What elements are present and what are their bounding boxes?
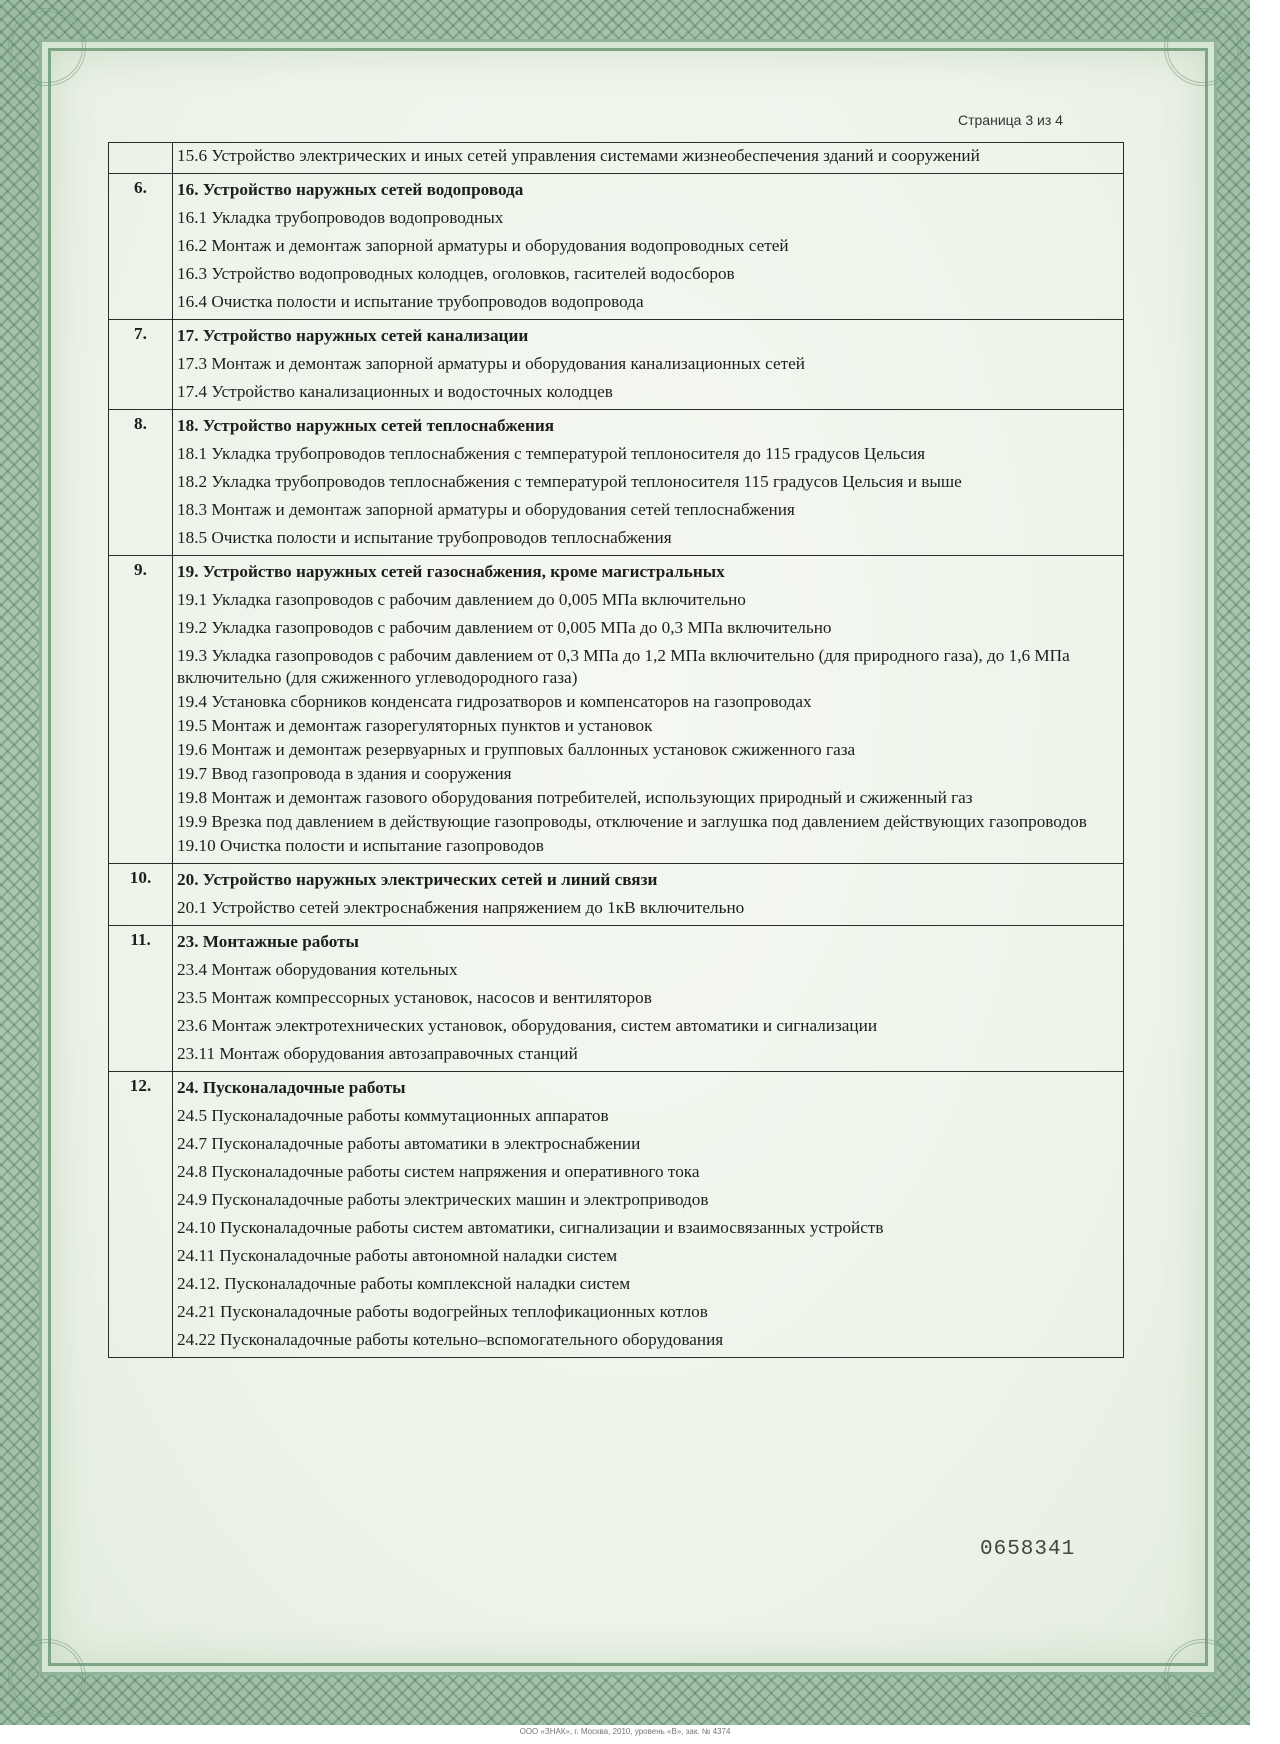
row-number (109, 143, 173, 174)
row-content (173, 410, 1124, 556)
row-content (173, 864, 1124, 926)
work-item: 16.4 Очистка полости и испытание трубопроводов водопровода (177, 292, 644, 311)
row-content (173, 556, 1124, 864)
work-item: 24.12. Пусконаладочные работы комплексной наладки систем (177, 1274, 631, 1293)
ornament-corner-bottom-right (1164, 1639, 1242, 1717)
row-content (173, 174, 1124, 320)
section-heading: 24. Пусконаладочные работы (177, 1078, 406, 1097)
work-item: 24.22 Пусконаладочные работы котельно–вспомогательного оборудования (177, 1330, 724, 1349)
work-item: 19.1 Укладка газопроводов с рабочим давлением до 0,005 МПа включительно (177, 590, 746, 609)
work-item: 19.7 Ввод газопровода в здания и сооружения (177, 764, 512, 783)
work-item: 23.4 Монтаж оборудования котельных (177, 960, 458, 979)
row-number: 12. (109, 1072, 173, 1358)
work-item: 17.3 Монтаж и демонтаж запорной арматуры и оборудования канализационных сетей (177, 354, 805, 373)
row-number: 11. (109, 926, 173, 1072)
section-heading: 23. Монтажные работы (177, 932, 359, 951)
work-item: 23.11 Монтаж оборудования автозаправочных станций (177, 1044, 578, 1063)
work-item: 16.1 Укладка трубопроводов водопроводных (177, 208, 504, 227)
work-item: 20.1 Устройство сетей электроснабжения напряжением до 1кВ включительно (177, 898, 745, 917)
table-row (109, 556, 1124, 864)
work-item: 19.8 Монтаж и демонтаж газового оборудования потребителей, использующих природный и сжиженный газ (177, 788, 973, 807)
row-number: 9. (109, 556, 173, 864)
work-item: 16.2 Монтаж и демонтаж запорной арматуры и оборудования водопроводных сетей (177, 236, 789, 255)
work-item: 19.4 Установка сборников конденсата гидрозатворов и компенсаторов на газопроводах (177, 692, 812, 711)
table-row (109, 143, 1124, 174)
work-item: 19.5 Монтаж и демонтаж газорегуляторных пунктов и установок (177, 716, 653, 735)
work-item: 24.5 Пусконаладочные работы коммутационных аппаратов (177, 1106, 609, 1125)
table-row (109, 926, 1124, 1072)
table-row (109, 320, 1124, 410)
work-item: 18.1 Укладка трубопроводов теплоснабжения с температурой теплоносителя до 115 градусов Цельсия (177, 444, 926, 463)
work-item: 24.7 Пусконаладочные работы автоматики в электроснабжении (177, 1134, 641, 1153)
section-heading: 17. Устройство наружных сетей канализации (177, 326, 529, 345)
serial-number: 0658341 (980, 1538, 1076, 1561)
work-item: 19.10 Очистка полости и испытание газопроводов (177, 836, 544, 855)
work-item: 18.5 Очистка полости и испытание трубопроводов теплоснабжения (177, 528, 672, 547)
section-heading: 19. Устройство наружных сетей газоснабжения, кроме магистральных (177, 562, 725, 581)
row-content (173, 320, 1124, 410)
printer-footer: ООО «ЗНАК», г. Москва, 2010, уровень «В», зак. № 4374 (519, 1727, 731, 1736)
row-number: 7. (109, 320, 173, 410)
table-row (109, 410, 1124, 556)
work-item: 19.9 Врезка под давлением в действующие газопроводы, отключение и заглушка под давлением действующих газопроводов (177, 812, 1087, 831)
permit-works-table (108, 142, 1124, 1358)
table-row (109, 1072, 1124, 1358)
table-row (109, 174, 1124, 320)
work-item: 24.8 Пусконаладочные работы систем напряжения и оперативного тока (177, 1162, 700, 1181)
ornament-corner-top-left (8, 8, 86, 86)
work-item: 16.3 Устройство водопроводных колодцев, оголовков, гасителей водосборов (177, 264, 735, 283)
row-content (173, 143, 1124, 174)
table-row (109, 864, 1124, 926)
work-item: 18.3 Монтаж и демонтаж запорной арматуры и оборудования сетей теплоснабжения (177, 500, 795, 519)
row-number: 10. (109, 864, 173, 926)
ornament-corner-top-right (1164, 8, 1242, 86)
work-item: 23.5 Монтаж компрессорных установок, насосов и вентиляторов (177, 988, 652, 1007)
row-number: 8. (109, 410, 173, 556)
row-content (173, 1072, 1124, 1358)
work-item: 17.4 Устройство канализационных и водосточных колодцев (177, 382, 613, 401)
work-item: 19.6 Монтаж и демонтаж резервуарных и групповых баллонных установок сжиженного газа (177, 740, 856, 759)
work-item: 15.6 Устройство электрических и иных сетей управления системами жизнеобеспечения зданий и сооружений (177, 146, 980, 165)
section-heading: 18. Устройство наружных сетей теплоснабжения (177, 416, 555, 435)
page-indicator: Страница 3 из 4 (958, 112, 1063, 128)
work-item: 24.10 Пусконаладочные работы систем автоматики, сигнализации и взаимосвязанных устройств (177, 1218, 884, 1237)
row-content (173, 926, 1124, 1072)
work-item: 23.6 Монтаж электротехнических установок, оборудования, систем автоматики и сигнализации (177, 1016, 878, 1035)
ornament-corner-bottom-left (8, 1639, 86, 1717)
work-item: 19.2 Укладка газопроводов с рабочим давлением от 0,005 МПа до 0,3 МПа включительно (177, 618, 832, 637)
work-item: 24.21 Пусконаладочные работы водогрейных теплофикационных котлов (177, 1302, 708, 1321)
row-number: 6. (109, 174, 173, 320)
work-item: 19.3 Укладка газопроводов с рабочим давлением от 0,3 МПа до 1,2 МПа включительно (для природного газа), до 1,6 МПа включительно (для сжиженного углеводородного газа) (177, 646, 1070, 687)
work-item: 24.11 Пусконаладочные работы автономной наладки систем (177, 1246, 618, 1265)
section-heading: 20. Устройство наружных электрических сетей и линий связи (177, 870, 658, 889)
work-item: 18.2 Укладка трубопроводов теплоснабжения с температурой теплоносителя 115 градусов Цельсия и выше (177, 472, 962, 491)
work-item: 24.9 Пусконаладочные работы электрических машин и электроприводов (177, 1190, 709, 1209)
table-body (109, 143, 1124, 1358)
section-heading: 16. Устройство наружных сетей водопровода (177, 180, 524, 199)
